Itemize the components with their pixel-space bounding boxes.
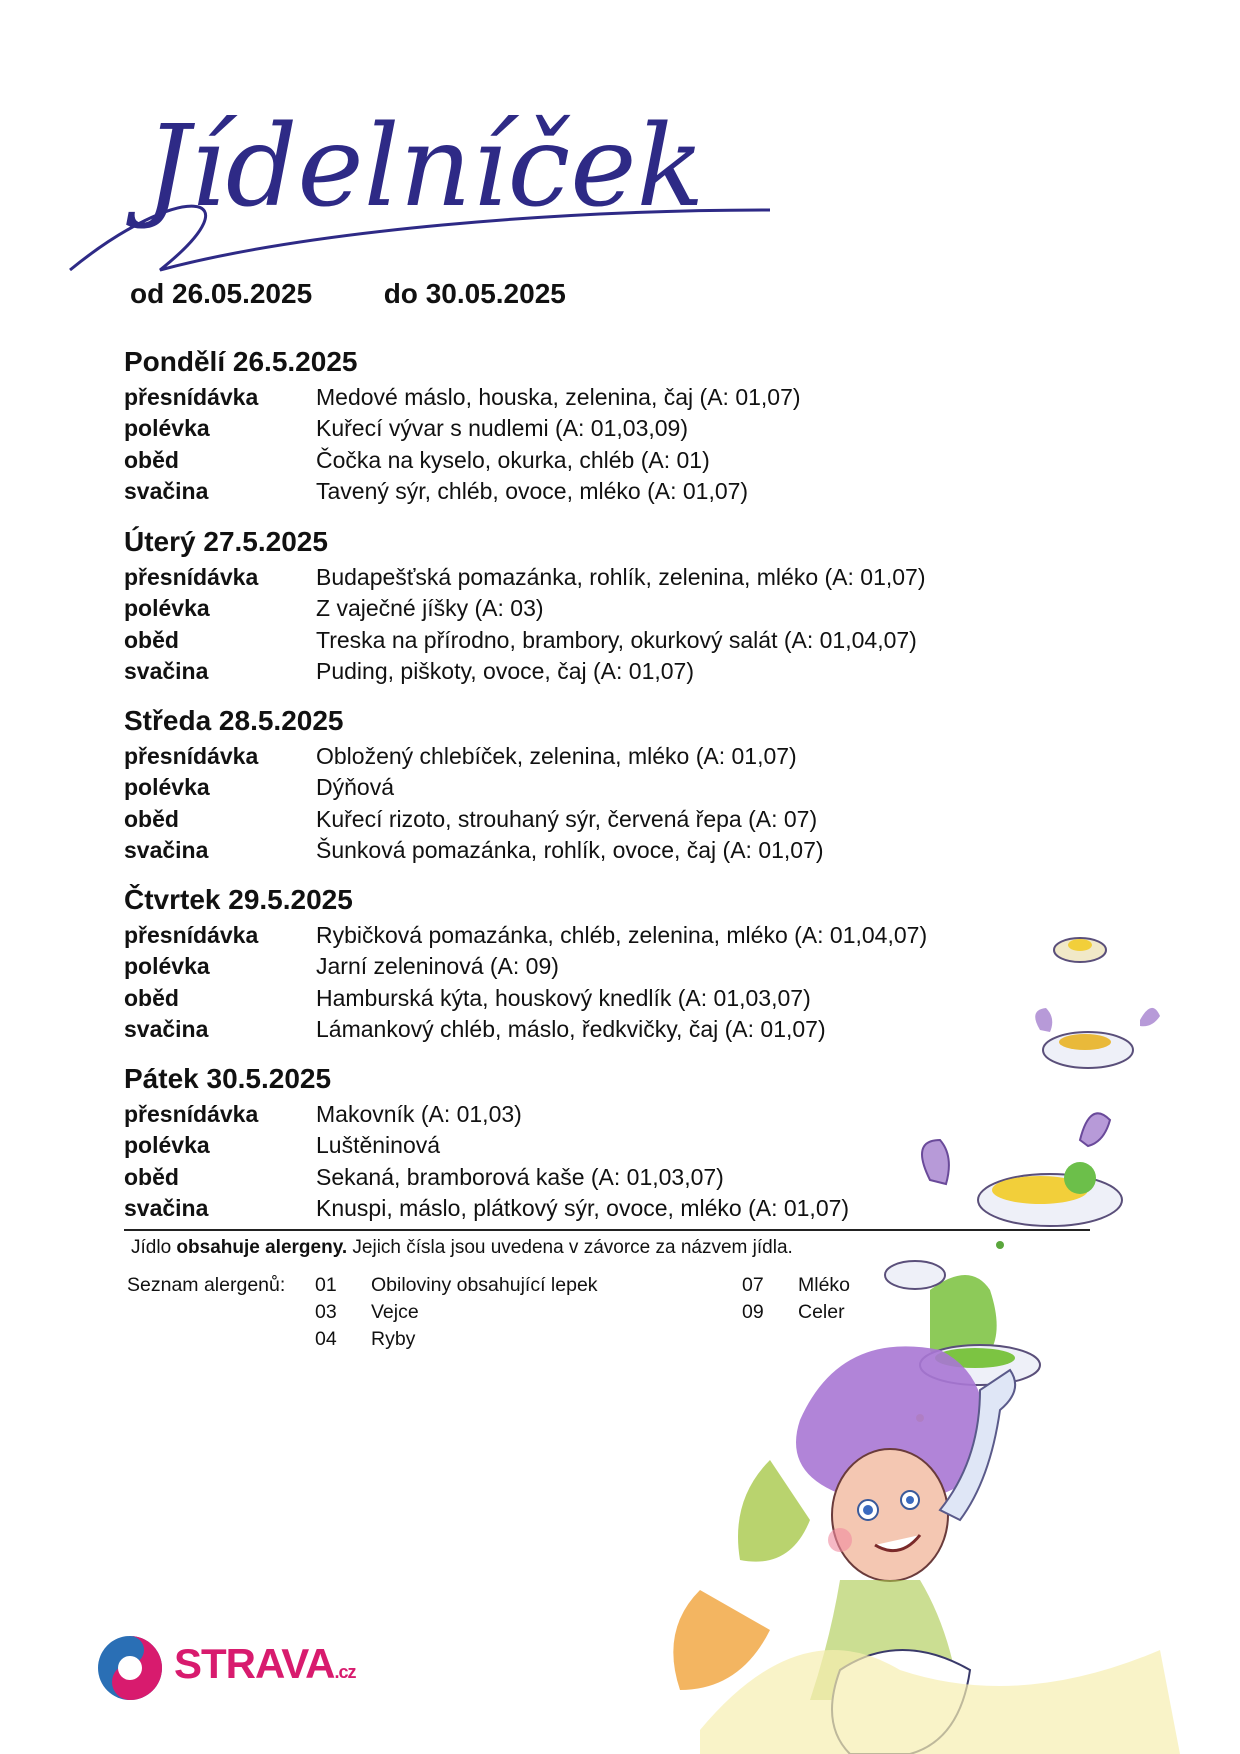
- allergen-name: Vejce: [371, 1301, 419, 1323]
- to-label: do: [383, 278, 418, 309]
- meal-type: přesnídávka: [124, 743, 259, 769]
- note-text: Jídlo: [131, 1237, 177, 1258]
- day-heading: Úterý 27.5.2025: [124, 526, 328, 557]
- meal-type: svačina: [124, 1015, 209, 1042]
- page-title: Jídelníček: [145, 102, 705, 232]
- meal-type: oběd: [124, 984, 179, 1011]
- allergen-code: 07: [742, 1274, 764, 1296]
- allergen-name: Ryby: [371, 1328, 416, 1350]
- note-bold: obsahuje alergeny.: [176, 1237, 348, 1258]
- meal-type: oběd: [124, 446, 179, 473]
- dish: Sekaná, bramborová kaše (A: 01,03,07): [316, 1163, 724, 1190]
- dish: Lámankový chléb, máslo, ředkvičky, čaj (A: 01,07): [316, 1015, 826, 1042]
- menu-row: [124, 625, 1024, 656]
- dish: Treska na přírodno, brambory, okurkový salát (A: 01,04,07): [316, 626, 917, 653]
- fairy-illustration: [640, 820, 1240, 1754]
- allergen-item: [315, 1272, 598, 1299]
- date-range: [130, 278, 566, 310]
- dish: Obložený chlebíček, zelenina, mléko (A: 01,07): [316, 743, 797, 769]
- day-heading: Pondělí 26.5.2025: [124, 346, 358, 377]
- note-text-end: Jejich čísla jsou uvedena v závorce za názvem jídla.: [347, 1237, 793, 1258]
- dish: Medové máslo, houska, zelenina, čaj (A: 01,07): [316, 384, 801, 410]
- dish: Šunková pomazánka, rohlík, ovoce, čaj (A: 01,07): [316, 836, 824, 863]
- menu-row: [124, 741, 1024, 772]
- meal-type: svačina: [124, 836, 209, 863]
- meal-type: svačina: [124, 477, 209, 504]
- to-date: 30.05.2025: [425, 278, 566, 309]
- meal-type: polévka: [124, 415, 210, 442]
- allergen-name: Celer: [798, 1301, 845, 1323]
- dish: Rybičková pomazánka, chléb, zelenina, mléko (A: 01,04,07): [316, 922, 928, 948]
- day-heading: Pátek 30.5.2025: [124, 1063, 332, 1094]
- dish: Čočka na kyselo, okurka, chléb (A: 01): [316, 446, 710, 473]
- day-section: [124, 342, 1024, 507]
- allergen-list-label: Seznam alergenů:: [127, 1274, 286, 1296]
- dish: Makovník (A: 01,03): [316, 1101, 522, 1127]
- meal-type: přesnídávka: [124, 384, 259, 410]
- menu-row: [124, 656, 1024, 687]
- menu-row: [124, 413, 1024, 444]
- from-label: od: [130, 278, 165, 309]
- dish: Dýňová: [316, 774, 394, 801]
- meal-type: polévka: [124, 595, 210, 622]
- dish: Kuřecí rizoto, strouhaný sýr, červená řepa (A: 07): [316, 805, 818, 832]
- meal-type: přesnídávka: [124, 922, 259, 948]
- meal-type: polévka: [124, 774, 210, 801]
- allergen-code: 09: [742, 1301, 764, 1323]
- menu-row: [124, 593, 1024, 624]
- allergen-name: Mléko: [798, 1274, 851, 1296]
- meal-type: svačina: [124, 1194, 209, 1221]
- dish: Budapešťská pomazánka, rohlík, zelenina, mléko (A: 01,07): [316, 564, 926, 590]
- meal-type: oběd: [124, 626, 179, 653]
- meal-type: polévka: [124, 1132, 210, 1159]
- allergen-item: [315, 1326, 415, 1353]
- meal-type: přesnídávka: [124, 564, 259, 590]
- day-section: [124, 522, 1024, 687]
- allergen-name: Obiloviny obsahující lepek: [371, 1274, 598, 1296]
- meal-type: polévka: [124, 953, 210, 980]
- dish: Hamburská kýta, houskový knedlík (A: 01,03,07): [316, 984, 811, 1011]
- allergen-code: 01: [315, 1274, 337, 1296]
- menu-row: [124, 445, 1024, 476]
- allergen-code: 03: [315, 1301, 337, 1323]
- meal-type: oběd: [124, 805, 179, 832]
- fairy: [673, 1346, 1180, 1754]
- allergen-code: 04: [315, 1328, 337, 1350]
- dish: Puding, piškoty, ovoce, čaj (A: 01,07): [316, 657, 694, 684]
- allergen-item: [315, 1299, 419, 1326]
- meal-type: oběd: [124, 1163, 179, 1190]
- dish: Knuspi, máslo, plátkový sýr, ovoce, mléko (A: 01,07): [316, 1194, 850, 1221]
- dish: Tavený sýr, chléb, ovoce, mléko (A: 01,07): [316, 477, 749, 504]
- menu-row: [124, 476, 1024, 507]
- logo-suffix: .cz: [334, 1662, 356, 1682]
- dish: Luštěninová: [316, 1132, 441, 1159]
- menu-row: [124, 562, 1024, 593]
- day-heading: Středa 28.5.2025: [124, 705, 344, 736]
- dish: Kuřecí vývar s nudlemi (A: 01,03,09): [316, 415, 688, 442]
- day-heading: Čtvrtek 29.5.2025: [124, 884, 353, 915]
- logo-brand: STRAVA: [174, 1640, 335, 1687]
- menu-row: [124, 382, 1024, 413]
- logo-wordmark: [174, 1640, 355, 1688]
- menu-row: [124, 772, 1024, 803]
- dish: Z vaječné jíšky (A: 03): [316, 595, 544, 622]
- dish: Jarní zeleninová (A: 09): [316, 953, 559, 980]
- meal-type: svačina: [124, 657, 209, 684]
- meal-type: přesnídávka: [124, 1101, 259, 1127]
- from-date: 26.05.2025: [172, 278, 313, 309]
